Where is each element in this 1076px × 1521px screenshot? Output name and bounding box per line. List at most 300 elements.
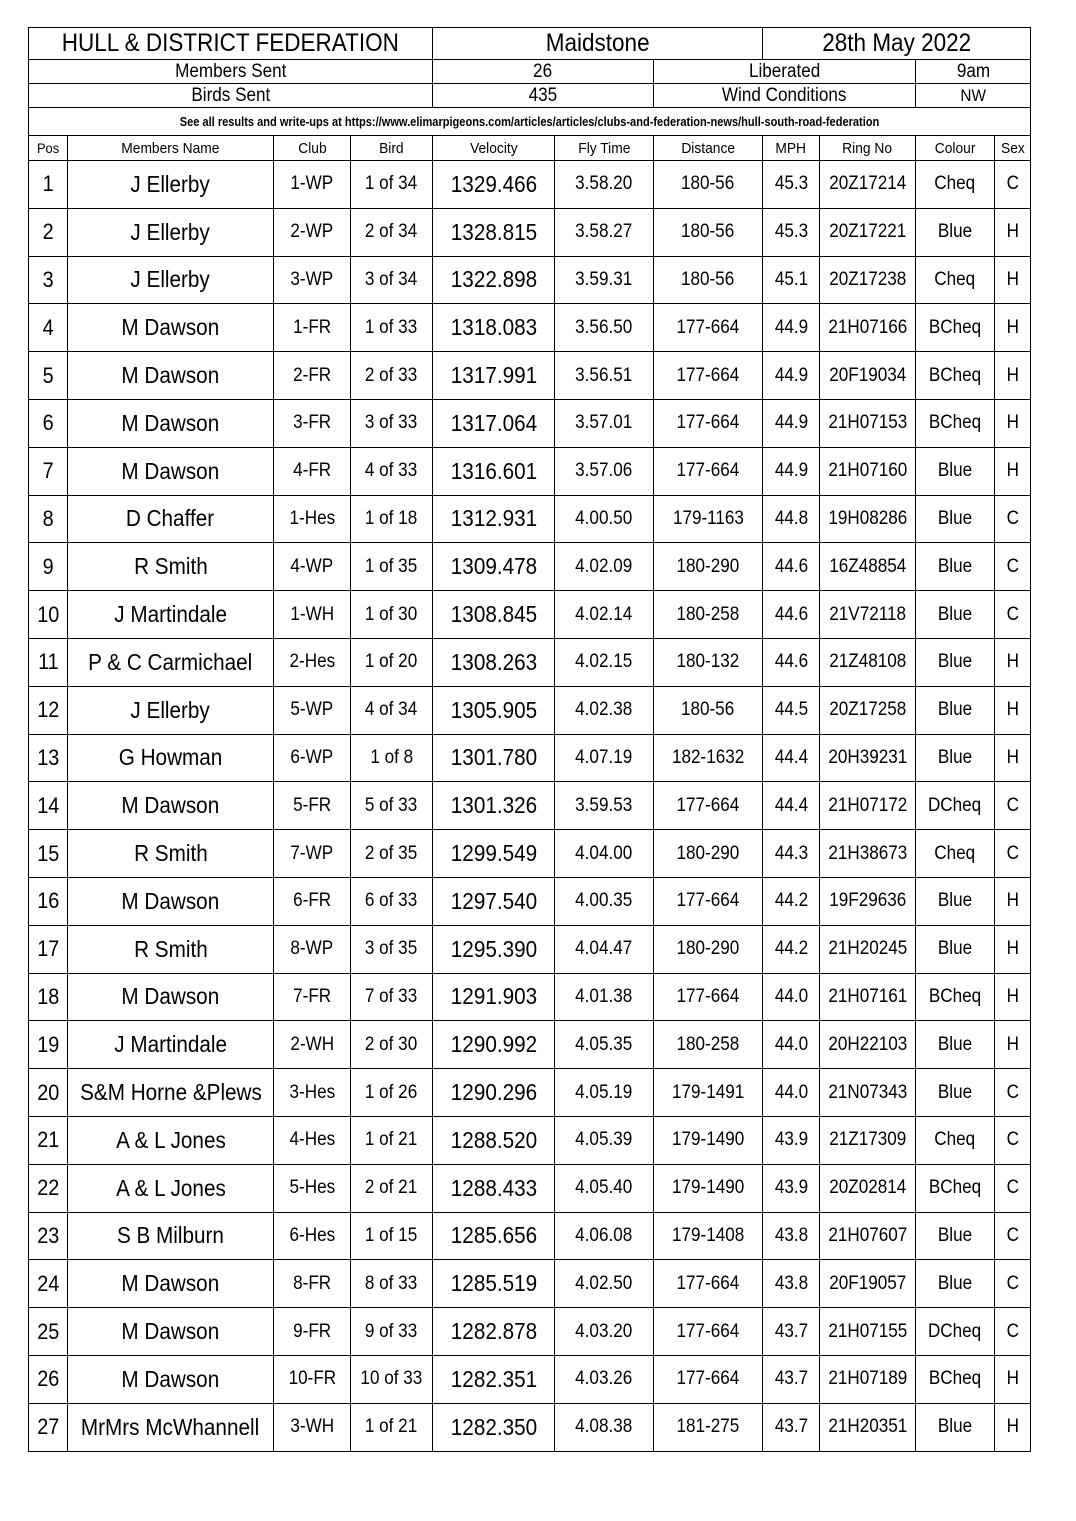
- member-name-value: M Dawson: [121, 887, 220, 914]
- sex-value: H: [1006, 699, 1019, 721]
- cell-velocity: [433, 543, 555, 591]
- cell-ring-no: [820, 352, 916, 400]
- ring-no-value: 21H07172: [828, 794, 908, 816]
- cell-club: [274, 1116, 351, 1164]
- cell-pos: [29, 782, 68, 830]
- member-name-value: M Dawson: [121, 362, 220, 389]
- table-row: [29, 591, 1031, 639]
- cell-bird: [351, 1021, 433, 1069]
- member-name-value: M Dawson: [121, 792, 220, 819]
- sex-value: C: [1006, 1081, 1019, 1103]
- pos-value: 9: [42, 553, 54, 579]
- cell-colour: [916, 1403, 995, 1451]
- cell-colour: [916, 591, 995, 639]
- cell-mph: [763, 638, 820, 686]
- member-name-value: J Ellerby: [130, 696, 211, 723]
- results-table: [28, 27, 1031, 1452]
- member-name-value: M Dawson: [121, 314, 220, 341]
- cell-distance: [654, 1021, 763, 1069]
- cell-fly-time: [555, 1021, 654, 1069]
- velocity-value: 1322.898: [450, 266, 537, 293]
- bird-value: 10 of 33: [360, 1368, 423, 1390]
- velocity-value: 1285.519: [450, 1270, 537, 1297]
- fly-time-value: 4.05.39: [575, 1129, 633, 1151]
- pos-value: 8: [42, 505, 54, 531]
- distance-value: 179-1163: [672, 507, 744, 529]
- cell-member-name: [68, 1260, 274, 1308]
- members-sent-label: Members Sent: [29, 60, 433, 84]
- ring-no-value: 20F19057: [829, 1272, 907, 1294]
- fly-time-value: 4.07.19: [575, 746, 633, 768]
- fly-time-value: 3.59.53: [575, 794, 633, 816]
- mph-value: 43.7: [774, 1368, 808, 1390]
- pos-value: 18: [36, 983, 60, 1009]
- cell-ring-no: [820, 638, 916, 686]
- member-name-value: S&M Horne &Plews: [79, 1079, 262, 1106]
- ring-no-value: 21H20245: [828, 938, 908, 960]
- cell-pos: [29, 256, 68, 304]
- member-name-value: S B Milburn: [117, 1222, 224, 1249]
- sex-value: H: [1006, 890, 1019, 912]
- table-row: [29, 1308, 1031, 1356]
- cell-colour: [916, 495, 995, 543]
- cell-distance: [654, 734, 763, 782]
- member-name-value: R Smith: [133, 840, 208, 867]
- mph-value: 44.9: [774, 460, 808, 482]
- col-club: Club: [274, 136, 351, 161]
- bird-value: 2 of 34: [365, 221, 418, 243]
- cell-colour: [916, 543, 995, 591]
- distance-value: 180-258: [676, 603, 740, 625]
- cell-mph: [763, 399, 820, 447]
- cell-velocity: [433, 830, 555, 878]
- pos-value: 16: [36, 888, 60, 914]
- cell-ring-no: [820, 734, 916, 782]
- col-colour: Colour: [916, 136, 995, 161]
- pos-value: 11: [37, 649, 59, 675]
- cell-fly-time: [555, 925, 654, 973]
- mph-value: 44.9: [774, 316, 808, 338]
- colour-value: DCheq: [928, 794, 982, 816]
- sex-value: C: [1006, 603, 1019, 625]
- cell-colour: [916, 638, 995, 686]
- cell-bird: [351, 1355, 433, 1403]
- cell-ring-no: [820, 973, 916, 1021]
- sex-value: H: [1006, 985, 1019, 1007]
- fly-time-value: 3.57.01: [575, 412, 633, 434]
- cell-member-name: [68, 256, 274, 304]
- col-members-name: Members Name: [68, 136, 274, 161]
- cell-member-name: [68, 208, 274, 256]
- velocity-value: 1328.815: [450, 218, 537, 245]
- fly-time-value: 4.05.35: [575, 1033, 633, 1055]
- cell-mph: [763, 1021, 820, 1069]
- table-row: [29, 1069, 1031, 1117]
- cell-member-name: [68, 1212, 274, 1260]
- bird-value: 1 of 30: [365, 603, 418, 625]
- col-ring-no: Ring No: [820, 136, 916, 161]
- velocity-value: 1282.878: [450, 1318, 537, 1345]
- velocity-value: 1316.601: [450, 457, 537, 484]
- cell-bird: [351, 591, 433, 639]
- cell-colour: [916, 973, 995, 1021]
- colour-value: Blue: [937, 651, 973, 673]
- sex-value: C: [1006, 1129, 1019, 1151]
- table-row: [29, 399, 1031, 447]
- cell-bird: [351, 877, 433, 925]
- cell-pos: [29, 208, 68, 256]
- cell-pos: [29, 925, 68, 973]
- member-name-value: A & L Jones: [115, 1174, 226, 1201]
- cell-member-name: [68, 877, 274, 925]
- cell-mph: [763, 161, 820, 209]
- cell-sex: [995, 925, 1031, 973]
- cell-ring-no: [820, 1260, 916, 1308]
- cell-distance: [654, 638, 763, 686]
- cell-member-name: [68, 352, 274, 400]
- cell-distance: [654, 591, 763, 639]
- fly-time-value: 3.59.31: [575, 268, 633, 290]
- fly-time-value: 4.03.20: [575, 1320, 633, 1342]
- col-distance: Distance: [654, 136, 763, 161]
- sex-value: H: [1006, 1416, 1019, 1438]
- cell-fly-time: [555, 782, 654, 830]
- cell-mph: [763, 208, 820, 256]
- sex-value: C: [1006, 1320, 1019, 1342]
- cell-bird: [351, 399, 433, 447]
- cell-bird: [351, 1403, 433, 1451]
- cell-club: [274, 399, 351, 447]
- club-value: 3-WP: [290, 268, 334, 290]
- distance-value: 180-290: [676, 938, 740, 960]
- table-row: [29, 208, 1031, 256]
- cell-velocity: [433, 208, 555, 256]
- ring-no-value: 20Z17238: [829, 268, 907, 290]
- mph-value: 45.3: [774, 173, 808, 195]
- bird-value: 3 of 33: [365, 412, 418, 434]
- cell-colour: [916, 208, 995, 256]
- cell-member-name: [68, 495, 274, 543]
- member-name-value: R Smith: [133, 553, 208, 580]
- cell-member-name: [68, 543, 274, 591]
- mph-value: 44.5: [774, 699, 808, 721]
- cell-fly-time: [555, 161, 654, 209]
- cell-bird: [351, 1116, 433, 1164]
- cell-mph: [763, 1116, 820, 1164]
- cell-ring-no: [820, 1403, 916, 1451]
- table-row: [29, 925, 1031, 973]
- cell-club: [274, 1260, 351, 1308]
- cell-distance: [654, 830, 763, 878]
- race-point: Maidstone: [433, 28, 763, 60]
- cell-velocity: [433, 399, 555, 447]
- members-row: [29, 60, 1031, 84]
- cell-velocity: [433, 447, 555, 495]
- bird-value: 2 of 30: [365, 1033, 418, 1055]
- cell-sex: [995, 638, 1031, 686]
- mph-value: 43.8: [774, 1224, 808, 1246]
- fly-time-value: 4.00.50: [575, 507, 633, 529]
- cell-member-name: [68, 1021, 274, 1069]
- sex-value: H: [1006, 460, 1019, 482]
- distance-value: 181-275: [676, 1416, 740, 1438]
- cell-member-name: [68, 782, 274, 830]
- colour-value: BCheq: [928, 316, 982, 338]
- velocity-value: 1301.326: [450, 792, 537, 819]
- club-value: 3-WH: [290, 1416, 334, 1438]
- cell-mph: [763, 495, 820, 543]
- member-name-value: M Dawson: [121, 1270, 220, 1297]
- member-name-value: M Dawson: [121, 409, 220, 436]
- cell-velocity: [433, 1116, 555, 1164]
- cell-club: [274, 734, 351, 782]
- fly-time-value: 4.08.38: [575, 1416, 633, 1438]
- liberated-label: Liberated: [654, 60, 916, 84]
- bird-value: 1 of 21: [365, 1129, 418, 1151]
- col-pos: Pos: [29, 136, 68, 161]
- club-value: 1-FR: [292, 316, 331, 338]
- col-fly-time: Fly Time: [555, 136, 654, 161]
- member-name-value: J Ellerby: [130, 266, 211, 293]
- cell-club: [274, 973, 351, 1021]
- cell-fly-time: [555, 686, 654, 734]
- cell-pos: [29, 543, 68, 591]
- velocity-value: 1329.466: [450, 170, 537, 197]
- cell-pos: [29, 352, 68, 400]
- ring-no-value: 20H22103: [828, 1033, 908, 1055]
- race-date: 28th May 2022: [763, 28, 1031, 60]
- col-sex: Sex: [995, 136, 1031, 161]
- cell-mph: [763, 1260, 820, 1308]
- pos-value: 10: [36, 601, 60, 627]
- cell-mph: [763, 543, 820, 591]
- cell-distance: [654, 495, 763, 543]
- velocity-value: 1282.351: [450, 1365, 537, 1392]
- pos-value: 23: [36, 1222, 60, 1248]
- cell-club: [274, 877, 351, 925]
- velocity-value: 1309.478: [450, 553, 537, 580]
- table-row: [29, 1164, 1031, 1212]
- distance-value: 177-664: [676, 364, 740, 386]
- cell-sex: [995, 782, 1031, 830]
- cell-distance: [654, 1069, 763, 1117]
- club-value: 4-FR: [292, 460, 331, 482]
- fly-time-value: 4.02.14: [575, 603, 633, 625]
- cell-fly-time: [555, 1116, 654, 1164]
- velocity-value: 1290.296: [450, 1079, 537, 1106]
- pos-value: 27: [36, 1414, 60, 1440]
- sex-value: H: [1006, 1033, 1019, 1055]
- cell-fly-time: [555, 1403, 654, 1451]
- distance-value: 177-664: [676, 1320, 740, 1342]
- cell-colour: [916, 399, 995, 447]
- member-name-value: J Ellerby: [130, 218, 211, 245]
- cell-club: [274, 208, 351, 256]
- cell-distance: [654, 208, 763, 256]
- club-value: 5-FR: [292, 794, 331, 816]
- cell-member-name: [68, 973, 274, 1021]
- table-row: [29, 352, 1031, 400]
- cell-ring-no: [820, 1116, 916, 1164]
- cell-mph: [763, 1403, 820, 1451]
- colour-value: Blue: [937, 1081, 973, 1103]
- cell-colour: [916, 256, 995, 304]
- pos-value: 20: [36, 1079, 60, 1105]
- distance-value: 180-56: [681, 699, 735, 721]
- cell-sex: [995, 304, 1031, 352]
- member-name-value: J Martindale: [114, 1031, 227, 1058]
- cell-distance: [654, 399, 763, 447]
- distance-value: 179-1490: [671, 1177, 745, 1199]
- cell-fly-time: [555, 495, 654, 543]
- birds-row: [29, 84, 1031, 108]
- cell-sex: [995, 399, 1031, 447]
- table-row: [29, 1021, 1031, 1069]
- table-row: [29, 256, 1031, 304]
- distance-value: 180-290: [676, 555, 740, 577]
- cell-colour: [916, 1212, 995, 1260]
- club-value: 9-FR: [292, 1320, 331, 1342]
- table-row: [29, 161, 1031, 209]
- colour-value: BCheq: [928, 412, 982, 434]
- cell-velocity: [433, 925, 555, 973]
- sex-value: C: [1006, 842, 1019, 864]
- cell-sex: [995, 161, 1031, 209]
- cell-pos: [29, 1308, 68, 1356]
- ring-no-value: 19H08286: [828, 507, 908, 529]
- cell-fly-time: [555, 1308, 654, 1356]
- ring-no-value: 20Z17214: [829, 173, 907, 195]
- club-value: 2-FR: [292, 364, 331, 386]
- cell-fly-time: [555, 877, 654, 925]
- cell-mph: [763, 782, 820, 830]
- sex-value: C: [1006, 507, 1019, 529]
- distance-value: 177-664: [676, 412, 740, 434]
- cell-velocity: [433, 1021, 555, 1069]
- cell-member-name: [68, 447, 274, 495]
- velocity-value: 1290.992: [450, 1031, 537, 1058]
- cell-distance: [654, 1164, 763, 1212]
- cell-ring-no: [820, 877, 916, 925]
- sex-value: H: [1006, 746, 1019, 768]
- club-value: 8-FR: [292, 1272, 331, 1294]
- cell-velocity: [433, 1212, 555, 1260]
- cell-sex: [995, 686, 1031, 734]
- cell-club: [274, 925, 351, 973]
- cell-distance: [654, 1308, 763, 1356]
- cell-fly-time: [555, 256, 654, 304]
- cell-pos: [29, 447, 68, 495]
- cell-distance: [654, 925, 763, 973]
- pos-value: 24: [36, 1270, 60, 1296]
- cell-member-name: [68, 161, 274, 209]
- colour-value: Blue: [937, 507, 973, 529]
- mph-value: 44.9: [774, 412, 808, 434]
- mph-value: 44.4: [774, 794, 808, 816]
- fly-time-value: 3.56.50: [575, 316, 633, 338]
- fly-time-value: 4.02.09: [575, 555, 633, 577]
- federation-title: HULL & DISTRICT FEDERATION: [29, 28, 433, 60]
- table-row: [29, 1403, 1031, 1451]
- cell-colour: [916, 925, 995, 973]
- ring-no-value: 21H20351: [828, 1416, 908, 1438]
- cell-bird: [351, 208, 433, 256]
- cell-bird: [351, 161, 433, 209]
- fly-time-value: 4.02.50: [575, 1272, 633, 1294]
- cell-mph: [763, 304, 820, 352]
- sex-value: C: [1006, 794, 1019, 816]
- sex-value: H: [1006, 268, 1019, 290]
- mph-value: 44.6: [774, 555, 808, 577]
- cell-fly-time: [555, 208, 654, 256]
- table-row: [29, 877, 1031, 925]
- bird-value: 4 of 33: [365, 460, 418, 482]
- club-value: 2-Hes: [289, 651, 335, 673]
- pos-value: 5: [42, 362, 54, 388]
- cell-pos: [29, 1069, 68, 1117]
- cell-pos: [29, 973, 68, 1021]
- cell-ring-no: [820, 1069, 916, 1117]
- cell-member-name: [68, 399, 274, 447]
- ring-no-value: 20H39231: [828, 746, 908, 768]
- colour-value: Blue: [937, 890, 973, 912]
- cell-mph: [763, 1212, 820, 1260]
- distance-value: 180-56: [681, 221, 735, 243]
- cell-mph: [763, 1069, 820, 1117]
- cell-velocity: [433, 782, 555, 830]
- cell-fly-time: [555, 304, 654, 352]
- cell-colour: [916, 1308, 995, 1356]
- colour-value: Blue: [937, 1416, 973, 1438]
- pos-value: 26: [36, 1366, 60, 1392]
- fly-time-value: 4.03.26: [575, 1368, 633, 1390]
- bird-value: 3 of 35: [365, 938, 418, 960]
- ring-no-value: 21N07343: [828, 1081, 908, 1103]
- club-value: 2-WH: [290, 1033, 334, 1055]
- cell-ring-no: [820, 161, 916, 209]
- results-link[interactable]: See all results and write-ups at https://www.elimarpigeons.com/articles/articles/clubs-and-federation-news/hull-south-road-federation: [29, 108, 1031, 136]
- colour-value: BCheq: [928, 1177, 982, 1199]
- mph-value: 44.0: [774, 985, 808, 1007]
- cell-ring-no: [820, 304, 916, 352]
- cell-colour: [916, 782, 995, 830]
- sex-value: H: [1006, 651, 1019, 673]
- distance-value: 177-664: [676, 1368, 740, 1390]
- cell-ring-no: [820, 447, 916, 495]
- cell-colour: [916, 1021, 995, 1069]
- velocity-value: 1288.433: [450, 1174, 537, 1201]
- colour-value: Blue: [937, 555, 973, 577]
- cell-colour: [916, 830, 995, 878]
- member-name-value: M Dawson: [121, 983, 220, 1010]
- cell-mph: [763, 256, 820, 304]
- cell-velocity: [433, 1403, 555, 1451]
- ring-no-value: 19F29636: [829, 890, 907, 912]
- cell-member-name: [68, 686, 274, 734]
- cell-colour: [916, 1260, 995, 1308]
- cell-sex: [995, 973, 1031, 1021]
- bird-value: 2 of 33: [365, 364, 418, 386]
- ring-no-value: 21H07161: [828, 985, 908, 1007]
- ring-no-value: 21H07607: [828, 1224, 908, 1246]
- distance-value: 177-664: [676, 985, 740, 1007]
- cell-club: [274, 686, 351, 734]
- colour-value: Blue: [937, 221, 973, 243]
- pos-value: 7: [42, 458, 54, 484]
- distance-value: 180-132: [676, 651, 740, 673]
- cell-bird: [351, 1260, 433, 1308]
- velocity-value: 1301.780: [450, 744, 537, 771]
